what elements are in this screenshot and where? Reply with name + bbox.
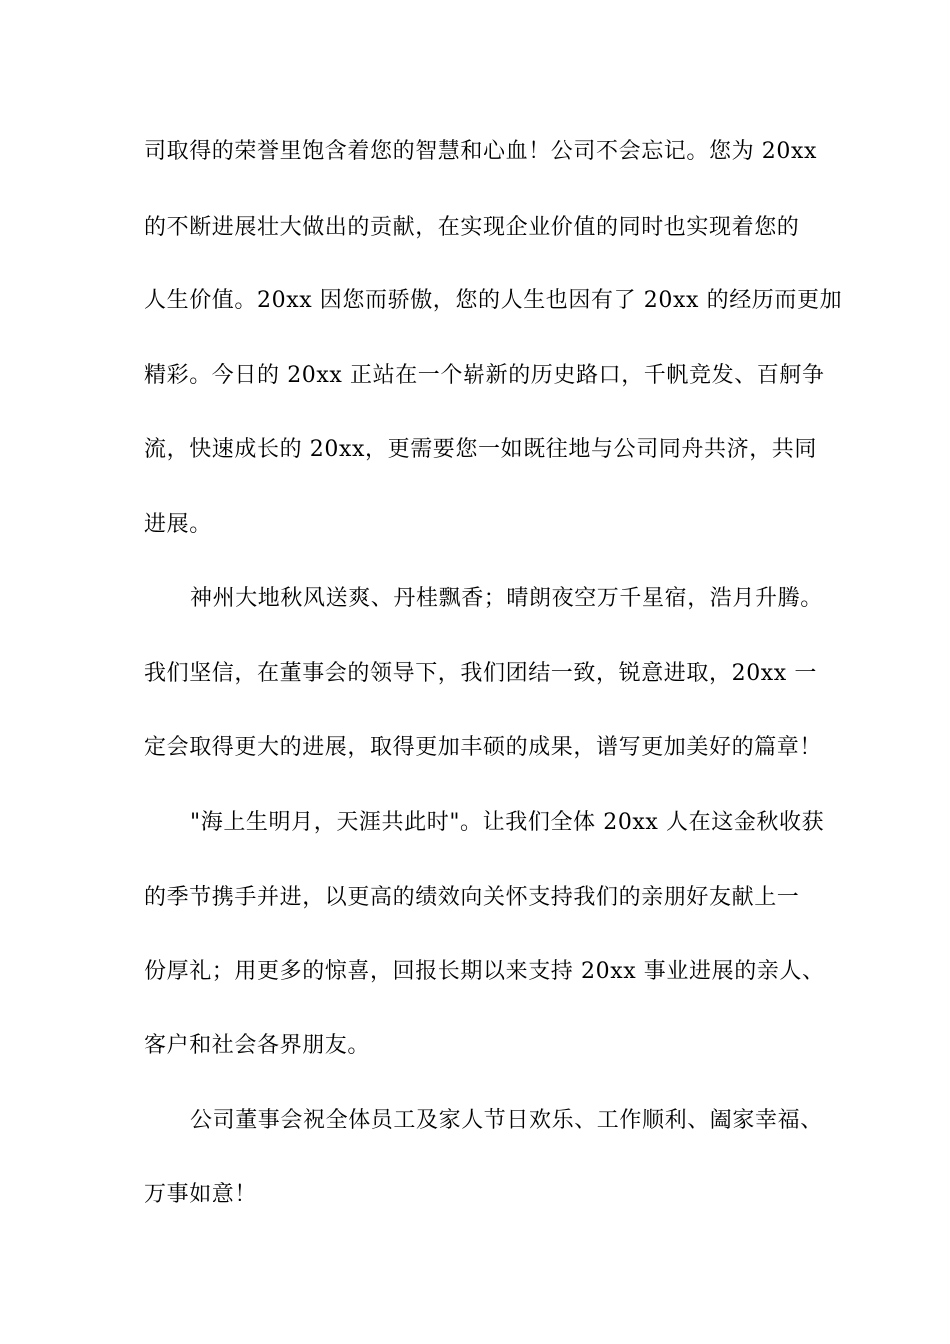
- text-line: 的季节携手并进，以更高的绩效向关怀支持我们的亲朋好友献上一: [144, 885, 800, 910]
- text-line: 流，快速成长的 20xx，更需要您一如既往地与公司同舟共济，共同: [144, 437, 818, 462]
- text-line: 进展。: [144, 512, 212, 537]
- text-line: 我们坚信，在董事会的领导下，我们团结一致，锐意进取，20xx 一: [144, 661, 818, 686]
- text-line: 的不断进展壮大做出的贡献，在实现企业价值的同时也实现着您的: [144, 215, 800, 240]
- text-line: 万事如意！: [144, 1182, 258, 1207]
- text-line: 定会取得更大的进展，取得更加丰硕的成果，谱写更加美好的篇章！: [144, 735, 823, 760]
- text-line: 客户和社会各界朋友。: [144, 1033, 371, 1058]
- paragraph-first-line: 神州大地秋风送爽、丹桂飘香；晴朗夜空万千星宿，浩月升腾。: [190, 586, 823, 611]
- paragraph-first-line: "海上生明月，天涯共此时"。让我们全体 20xx 人在这金秋收获: [190, 810, 825, 835]
- text-line: 份厚礼；用更多的惊喜，回报长期以来支持 20xx 事业进展的亲人、: [144, 959, 825, 984]
- text-line: 司取得的荣誉里饱含着您的智慧和心血！公司不会忘记。您为 20xx: [144, 139, 818, 164]
- paragraph-first-line: 公司董事会祝全体员工及家人节日欢乐、工作顺利、阖家幸福、: [190, 1108, 823, 1133]
- text-line: 人生价值。20xx 因您而骄傲，您的人生也因有了 20xx 的经历而更加: [144, 288, 843, 313]
- text-line: 精彩。今日的 20xx 正站在一个崭新的历史路口，千帆竞发、百舸争: [144, 363, 825, 388]
